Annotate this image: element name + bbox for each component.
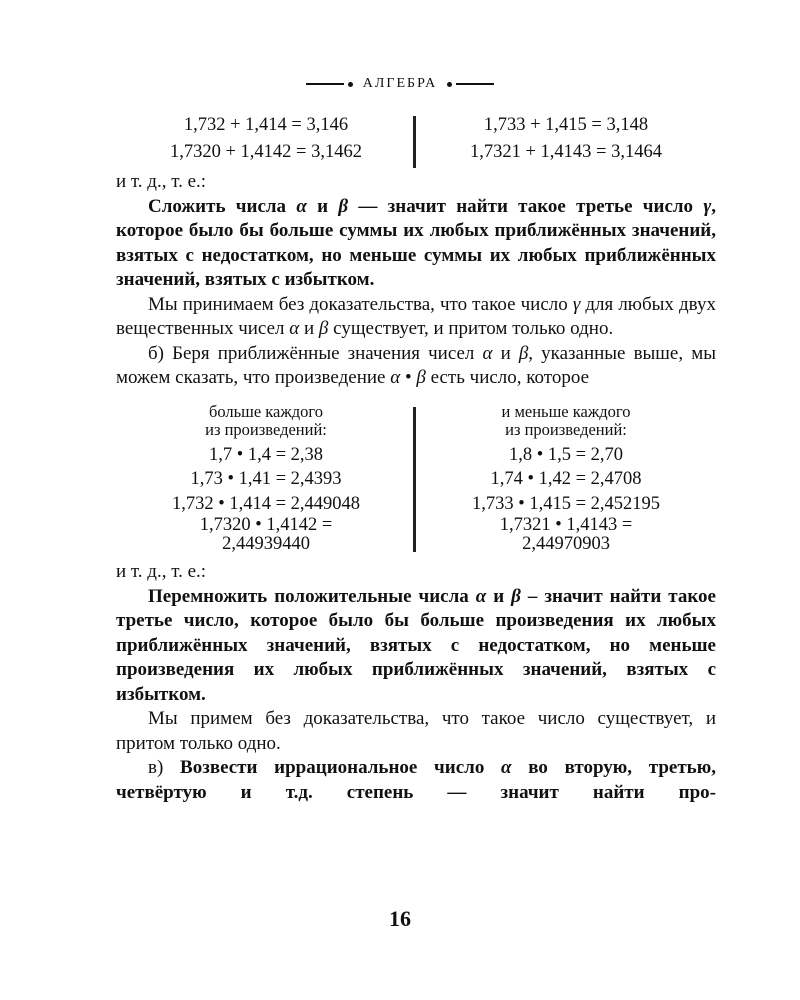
product-upper-row: 1,74 • 1,42 = 2,4708 xyxy=(490,469,642,489)
running-header xyxy=(0,72,800,96)
sum-lower-column xyxy=(116,112,416,170)
sum-upper-row: 1,7321 + 1,4143 = 3,1464 xyxy=(470,142,662,162)
product-definition: Перемножить положительные числа α и β – значит найти такое третье число, которое было бы больше произведения их любых приближённых значений, взятых с недостатком, но меньше произведения их любых приближённых значений, взятых с избытком. xyxy=(116,585,716,705)
product-upper-row: 1,8 • 1,5 = 2,70 xyxy=(508,444,624,465)
power-definition: в) Возвести иррациональное число α во вторую, третью, четвёртую и т.д. степень — значит найти про- xyxy=(116,757,716,803)
product-lower-column xyxy=(116,403,416,555)
sum-definition: Сложить числа α и β — значит найти такое третье число γ, которое было бы больше суммы их любых приближённых значений, взятых с недостатком, но меньше суммы их любых приближённых значений, взятых с избытком. xyxy=(116,195,716,290)
page-content xyxy=(116,112,716,805)
etc-line-1: и т. д., т. е.: xyxy=(116,171,207,192)
header-title: АЛГЕБРА xyxy=(362,76,438,91)
product-lower-row: 1,73 • 1,41 = 2,4393 xyxy=(190,469,342,489)
product-upper-row: 2,44970903 xyxy=(522,534,610,554)
product-lower-row: 1,732 • 1,414 = 2,449048 xyxy=(171,493,361,514)
product-approximation-table xyxy=(116,403,716,555)
sum-existence-paragraph: Мы принимаем без доказательства, что такое число γ для любых двух вещественных чисел α и β существует, и притом только одно. xyxy=(116,293,716,339)
table-divider xyxy=(413,116,416,168)
product-lower-row: 1,7 • 1,4 = 2,38 xyxy=(208,444,324,465)
product-upper-row: 1,733 • 1,415 = 2,452195 xyxy=(471,493,661,514)
column-header: больше каждого xyxy=(208,401,324,421)
product-upper-row: 1,7321 • 1,4143 = xyxy=(499,515,633,535)
sum-lower-row: 1,7320 + 1,4142 = 3,1462 xyxy=(170,142,362,162)
header-ornament-right xyxy=(443,82,494,87)
product-upper-column xyxy=(416,403,716,555)
etc-line-2: и т. д., т. е.: xyxy=(116,561,207,582)
column-header: из произведений: xyxy=(505,419,627,439)
product-lower-row: 1,7320 • 1,4142 = xyxy=(199,515,333,535)
product-existence-paragraph: Мы примем без доказательства, что такое число существует, и притом только одно. xyxy=(116,708,716,754)
header-ornament-left xyxy=(306,82,357,87)
table-divider xyxy=(413,407,416,553)
page-number: 16 xyxy=(389,906,411,931)
sum-upper-row: 1,733 + 1,415 = 3,148 xyxy=(483,115,649,135)
product-intro-paragraph: б) Беря приближённые значения чисел α и β, указанные выше, мы можем сказать, что произведение α • β есть число, которое xyxy=(116,342,716,388)
product-lower-row: 2,44939440 xyxy=(222,534,310,554)
sum-upper-column xyxy=(416,112,716,170)
column-header: из произведений: xyxy=(205,419,327,439)
sum-lower-row: 1,732 + 1,414 = 3,146 xyxy=(183,115,349,135)
sum-approximation-table xyxy=(116,112,716,170)
column-header: и меньше каждого xyxy=(501,401,631,421)
